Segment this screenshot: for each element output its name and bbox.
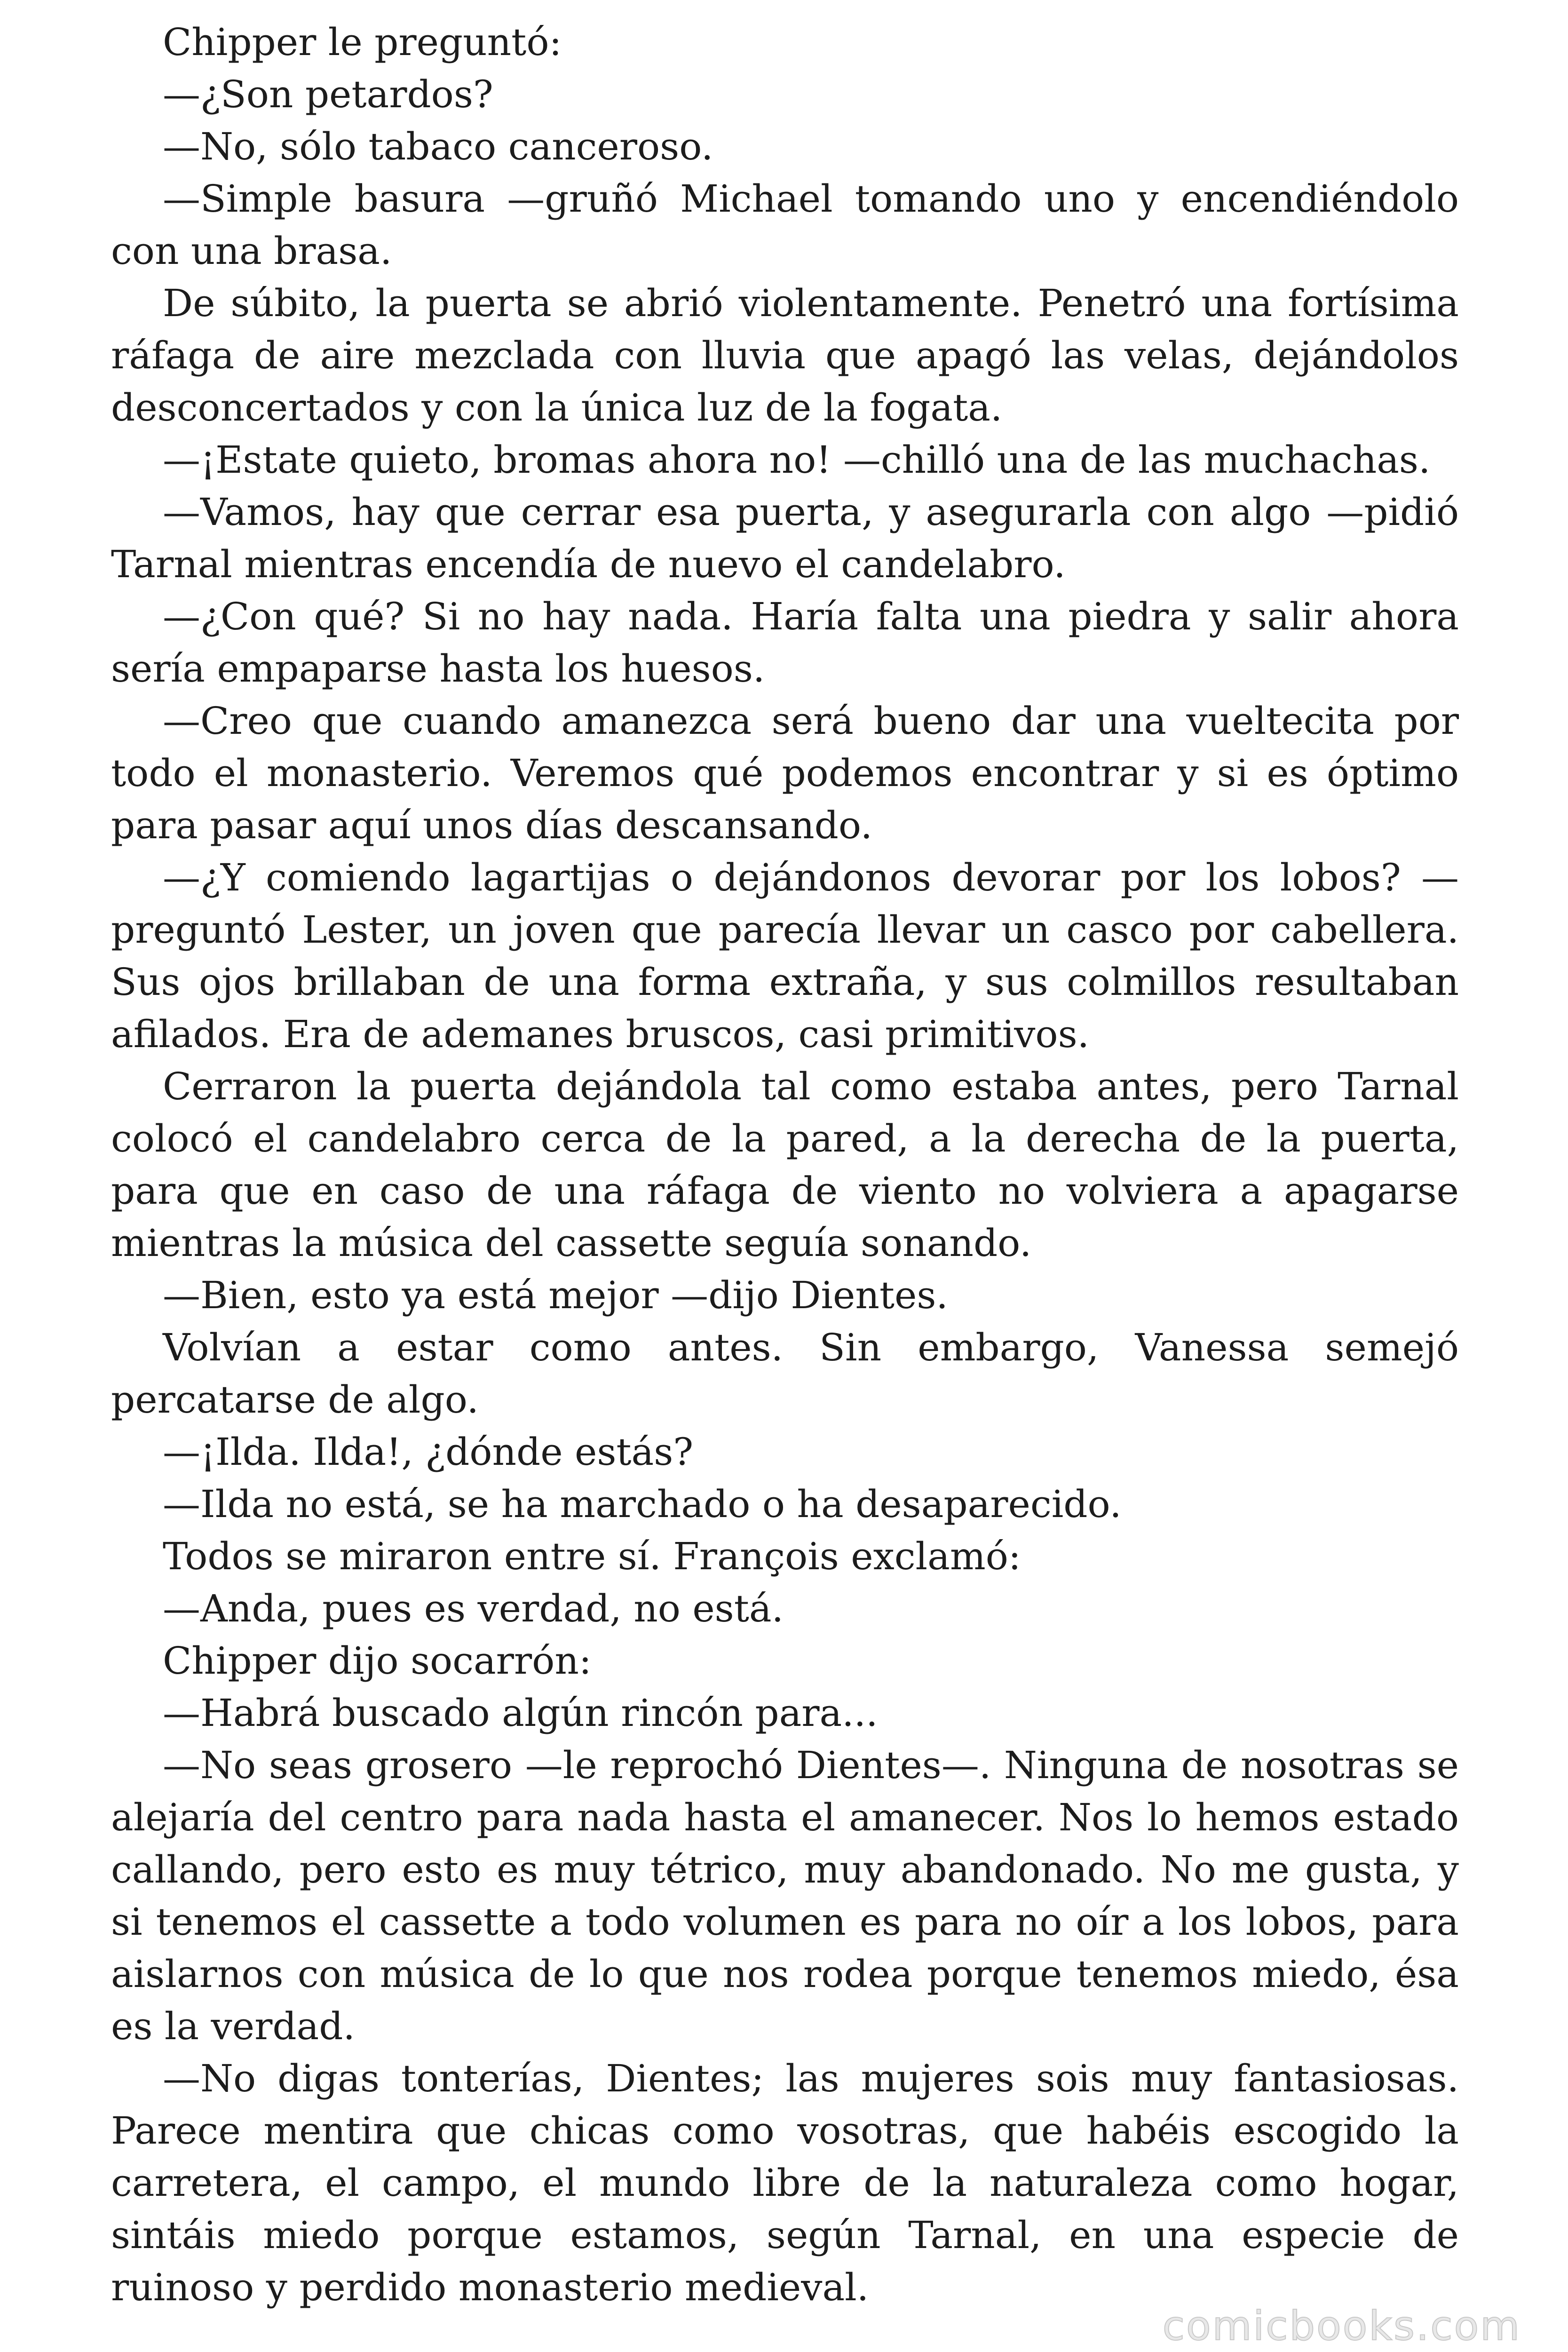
paragraph: De súbito, la puerta se abrió violentamente. Penetró una fortísima ráfaga de aire mezclada con lluvia que apagó las velas, dejándolos desconcertados y con la única luz de la fogata.	[111, 281, 1459, 429]
paragraph: —Anda, pues es verdad, no está.	[163, 1587, 784, 1630]
paragraph: Cerraron la puerta dejándola tal como estaba antes, pero Tarnal colocó el candelabro cerca de la pared, a la derecha de la puerta, para que en caso de una ráfaga de viento no volviera a apagarse mientras la música del cassette seguía sonando.	[111, 1065, 1459, 1265]
paragraph: —Bien, esto ya está mejor —dijo Dientes.	[163, 1273, 948, 1317]
paragraph: —Simple basura —gruñó Michael tomando uno y encendiéndolo con una brasa.	[111, 177, 1459, 273]
paragraph: —Habrá buscado algún rincón para...	[163, 1691, 878, 1735]
paragraph: —¡Estate quieto, bromas ahora no! —chilló una de las muchachas.	[163, 438, 1431, 482]
paragraph: —¿Son petardos?	[163, 72, 493, 116]
paragraph: Chipper dijo socarrón:	[163, 1639, 592, 1683]
paragraph: Todos se miraron entre sí. François exclamó:	[163, 1534, 1021, 1578]
paragraph: Chipper le preguntó:	[163, 20, 562, 64]
paragraph: —¿Y comiendo lagartijas o dejándonos devorar por los lobos? —preguntó Lester, un joven que parecía llevar un casco por cabellera. Sus ojos brillaban de una forma extraña, y sus colmillos resultaban afilados. Era de ademanes bruscos, casi primitivos.	[111, 856, 1459, 1056]
paragraph: —Creo que cuando amanezca será bueno dar una vueltecita por todo el monasterio. Veremos qué podemos encontrar y si es óptimo para pasar aquí unos días descansando.	[111, 699, 1459, 847]
paragraph: —¿Con qué? Si no hay nada. Haría falta una piedra y salir ahora sería empaparse hasta los huesos.	[111, 595, 1459, 691]
watermark: comicbooks.com	[1162, 2303, 1521, 2350]
paragraph: —No, sólo tabaco canceroso.	[163, 125, 713, 168]
body-text	[111, 16, 1459, 2313]
paragraph: Volvían a estar como antes. Sin embargo, Vanessa semejó percatarse de algo.	[111, 1326, 1459, 1422]
paragraph: —Vamos, hay que cerrar esa puerta, y asegurarla con algo —pidió Tarnal mientras encendía de nuevo el candelabro.	[111, 490, 1459, 586]
paragraph: —No digas tonterías, Dientes; las mujeres sois muy fantasiosas. Parece mentira que chicas como vosotras, que habéis escogido la carretera, el campo, el mundo libre de la naturaleza como hogar, sintáis miedo porque estamos, según Tarnal, en una especie de ruinoso y perdido monasterio medieval.	[111, 2057, 1459, 2309]
paragraph: —Ilda no está, se ha marchado o ha desaparecido.	[163, 1482, 1122, 1526]
paragraph: —No seas grosero —le reprochó Dientes—. Ninguna de nosotras se alejaría del centro para nada hasta el amanecer. Nos lo hemos estado callando, pero esto es muy tétrico, muy abandonado. No me gusta, y si tenemos el cassette a todo volumen es para no oír a los lobos, para aislarnos con música de lo que nos rodea porque tenemos miedo, ésa es la verdad.	[111, 1743, 1459, 2048]
paragraph: —¡Ilda. Ilda!, ¿dónde estás?	[163, 1430, 694, 1474]
